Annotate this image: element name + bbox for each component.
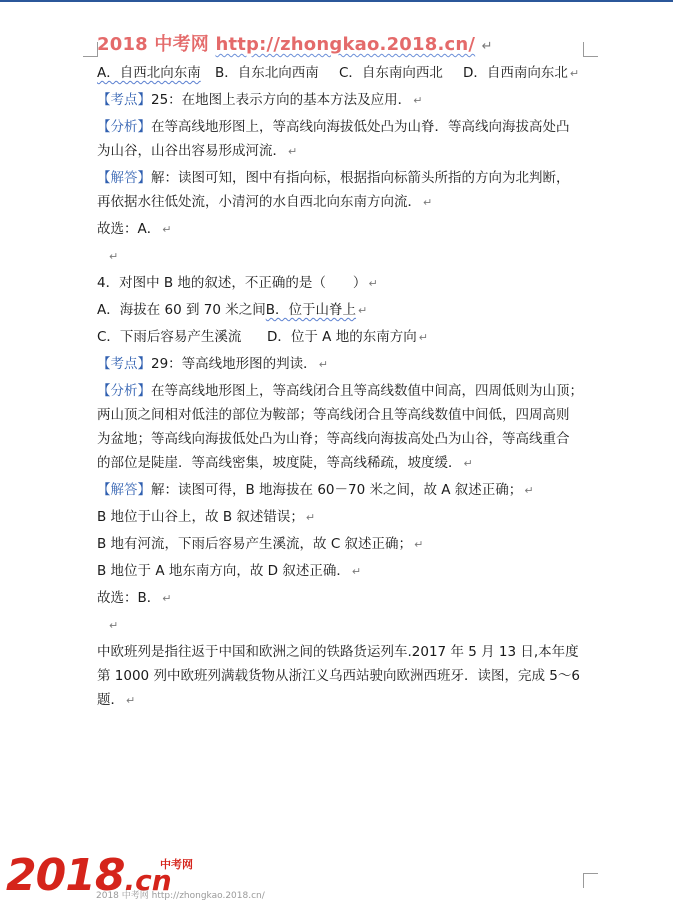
q4-jieda-line3: B 地有河流，下雨后容易产生溪流，故 C 叙述正确； ↵ — [97, 536, 424, 552]
kaodian-tag: 【考点】 — [97, 92, 151, 108]
q3-fenxi-line2: 为山谷，山谷出容易形成河流． ↵ — [97, 143, 298, 159]
fenxi-text: 在等高线地形图上，等高线向海拔低处凸为山脊．等高线向海拔高处凸 — [151, 119, 570, 135]
header-brand: 2018 中考网 — [97, 34, 209, 55]
page-corner-mark — [583, 873, 598, 888]
logo-keyword: 中考网 — [160, 858, 193, 871]
paragraph-mark: ↵ — [481, 39, 493, 54]
q4-answer: 故选：B． ↵ — [97, 590, 172, 606]
footer-watermark: 2018 中考网 http://zhongkao.2018.cn/ — [96, 891, 265, 901]
page-corner-mark — [83, 42, 98, 57]
paragraph-mark: ↵ — [569, 67, 580, 80]
q3-jieda-line1 — [97, 169, 587, 187]
q4-fenxi-line3: 为盆地；等高线向海拔低处凸为山脊；等高线向海拔高处凸为山谷，等高线重合 — [97, 431, 570, 447]
passage-line2: 第 1000 列中欧班列满载货物从浙江义乌西站驶向欧洲西班牙．读图，完成 5～6 — [97, 668, 580, 684]
q3-option-c: C．自东南向西北 — [339, 65, 443, 81]
jieda-tag: 【解答】 — [97, 482, 151, 498]
q4-fenxi-line4: 的部位是陡崖．等高线密集，坡度陡，等高线稀疏，坡度缓． ↵ — [97, 455, 473, 471]
q4-options-row2: C．下雨后容易产生溪流 D．位于 A 地的东南方向 ↵ — [97, 329, 428, 345]
q4-fenxi-line2: 两山顶之间相对低洼的部位为鞍部；等高线闭合且等高线数值中间低，四周高则 — [97, 407, 570, 423]
fenxi-tag: 【分析】 — [97, 383, 151, 399]
q3-option-d: D．自西南向东北 — [463, 65, 568, 81]
kaodian-tag: 【考点】 — [97, 356, 151, 372]
window-top-border — [0, 0, 673, 2]
q4-fenxi-line1: 【分析】在等高线地形图上，等高线闭合且等高线数值中间高，四周低则为山顶； — [97, 383, 583, 399]
q3-options-row — [97, 64, 587, 83]
q4-jieda-line1: 【解答】解：读图可得，B 地海拔在 60－70 米之间，故 A 叙述正确； ↵ — [97, 482, 534, 498]
passage-line1: 中欧班列是指往返于中国和欧洲之间的铁路货运列车.2017 年 5 月 13 日,本年度 — [97, 644, 579, 660]
passage-line3: 题． ↵ — [97, 692, 136, 708]
q4-jieda-line2: B 地位于山谷上，故 B 叙述错误； ↵ — [97, 509, 316, 525]
jieda-text: 解：读图可知，图中有指向标，根据指向标箭头所指的方向为北判断， — [151, 170, 570, 186]
q4-jieda-line4: B 地位于 A 地东南方向，故 D 叙述正确． ↵ — [97, 563, 362, 579]
q4-option-d: D．位于 A 地的东南方向 — [267, 329, 417, 345]
q3-fenxi-line1 — [97, 118, 587, 136]
q3-kaodian: 【考点】25：在地图上表示方向的基本方法及应用． ↵ — [97, 92, 423, 108]
q4-option-c: C．下雨后容易产生溪流 — [97, 329, 242, 345]
header-watermark — [97, 30, 493, 56]
q3-option-b: B．自东北向西南 — [215, 65, 319, 81]
q3-answer: 故选：A． ↵ — [97, 221, 172, 237]
kaodian-text: 25：在地图上表示方向的基本方法及应用． — [151, 92, 412, 108]
empty-paragraph: ↵ — [109, 250, 119, 263]
page-corner-mark — [583, 42, 598, 57]
q3-option-a: A．自西北向东南 — [97, 65, 201, 81]
document-body[interactable] — [97, 64, 587, 710]
q4-stem: 4．对图中 B 地的叙述，不正确的是（ ） ↵ — [97, 275, 378, 291]
jieda-tag: 【解答】 — [97, 170, 151, 186]
fenxi-tag: 【分析】 — [97, 119, 151, 135]
q4-kaodian: 【考点】29：等高线地形图的判读． ↵ — [97, 356, 328, 372]
q4-option-a: A．海拔在 60 到 70 米之间 — [97, 302, 266, 318]
header-url[interactable]: http://zhongkao.2018.cn/ — [215, 34, 476, 55]
empty-paragraph: ↵ — [109, 619, 119, 632]
q3-jieda-line2: 再依据水往低处流，小清河的水自西北向东南方向流． ↵ — [97, 194, 433, 210]
kaodian-text: 29：等高线地形图的判读． — [151, 356, 317, 372]
q4-option-b: B．位于山脊上 — [265, 302, 357, 318]
q4-options-row1: A．海拔在 60 到 70 米之间B．位于山脊上 ↵ — [97, 302, 368, 318]
logo-number: 2018 — [6, 850, 125, 901]
logo-domain: .cn — [124, 864, 172, 897]
